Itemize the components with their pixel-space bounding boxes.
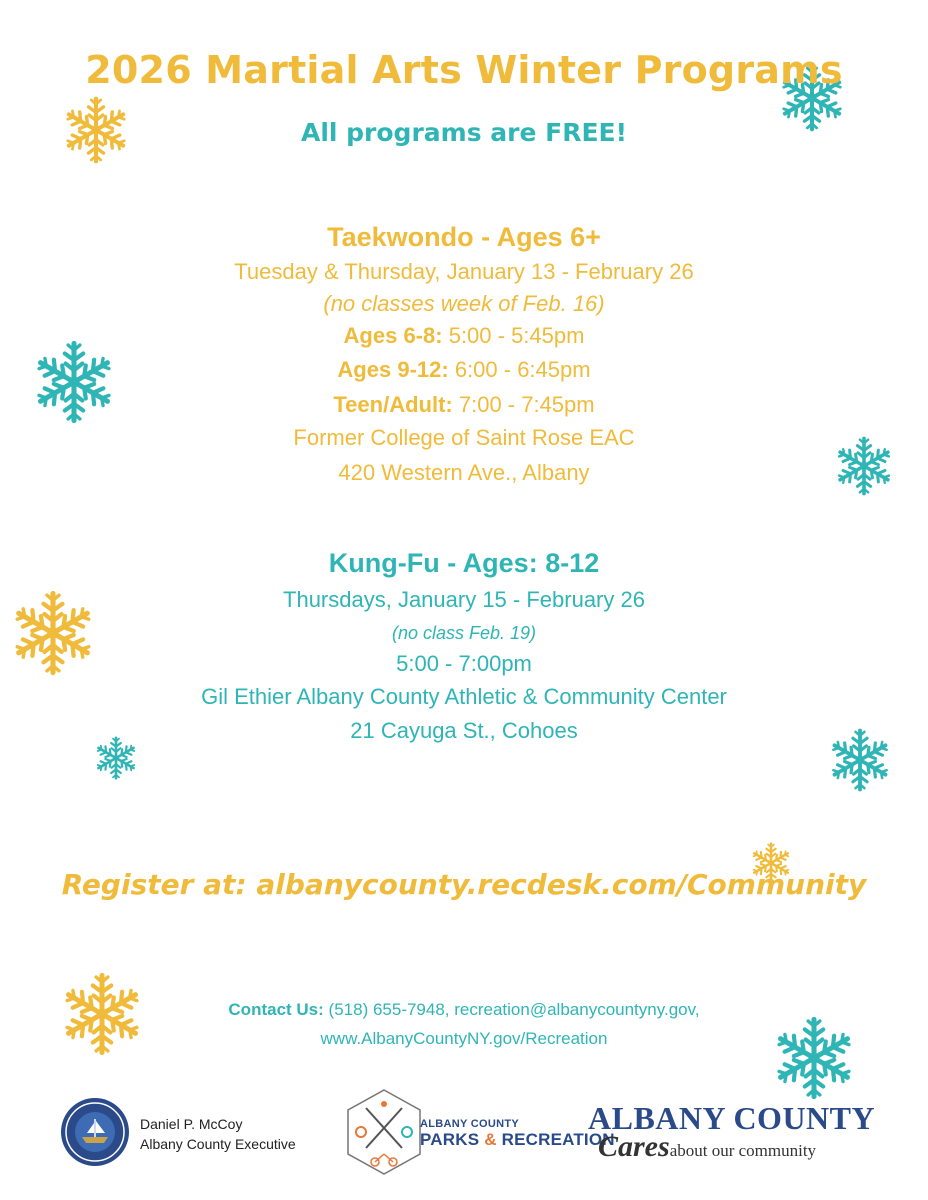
page-subtitle: All programs are FREE! (300, 118, 628, 147)
taekwondo-days: Tuesday & Thursday, January 13 - February 26 (234, 259, 694, 284)
executive-title: Albany County Executive (140, 1136, 296, 1152)
parks-ampersand: & (484, 1130, 497, 1149)
taekwondo-note: (no classes week of Feb. 16) (323, 291, 605, 316)
county-executive (140, 1114, 296, 1154)
session-time: 6:00 - 6:45pm (454, 357, 591, 382)
county-seal-icon (60, 1097, 130, 1167)
cares-tagline (598, 1130, 816, 1164)
taekwondo-session-1 (0, 323, 928, 349)
taekwondo-session-2 (0, 357, 928, 383)
taekwondo-heading: Taekwondo - Ages 6+ (327, 222, 601, 252)
contact-website[interactable]: www.AlbanyCountyNY.gov/Recreation (320, 1029, 608, 1048)
cares-word: Cares (598, 1130, 670, 1163)
contact-label: Contact Us: (228, 1000, 324, 1019)
session-time: 7:00 - 7:45pm (458, 392, 595, 417)
session-label: Ages 9-12: (337, 357, 449, 382)
parks-word: PARKS (420, 1130, 480, 1149)
contact-line (0, 1000, 928, 1020)
executive-name: Daniel P. McCoy (140, 1116, 243, 1132)
taekwondo-address: 420 Western Ave., Albany (338, 460, 590, 485)
kungfu-location: Gil Ethier Albany County Athletic & Community Center (201, 684, 727, 709)
kungfu-time: 5:00 - 7:00pm (396, 651, 532, 676)
kungfu-days: Thursdays, January 15 - February 26 (283, 587, 645, 612)
taekwondo-location: Former College of Saint Rose EAC (293, 425, 635, 450)
page-title: 2026 Martial Arts Winter Programs (85, 48, 843, 92)
session-label: Teen/Adult: (333, 392, 453, 417)
kungfu-address: 21 Cayuga St., Cohoes (350, 718, 578, 743)
kungfu-heading: Kung-Fu - Ages: 8-12 (328, 548, 600, 578)
taekwondo-session-3 (0, 392, 928, 418)
contact-details: (518) 655-7948, recreation@albanycountyny.gov, (328, 1000, 700, 1019)
register-link[interactable]: Register at: albanycounty.recdesk.com/Community (61, 868, 867, 901)
parks-line-1: ALBANY COUNTY (420, 1118, 520, 1130)
cares-title: ALBANY COUNTY (588, 1100, 876, 1136)
parks-recreation-wordmark (420, 1118, 615, 1150)
parks-line-2 (420, 1130, 615, 1150)
kungfu-note: (no class Feb. 19) (391, 623, 537, 643)
recreation-word: RECREATION (501, 1130, 615, 1149)
cares-rest: about our community (669, 1141, 817, 1160)
session-time: 5:00 - 5:45pm (448, 323, 585, 348)
session-label: Ages 6-8: (343, 323, 443, 348)
